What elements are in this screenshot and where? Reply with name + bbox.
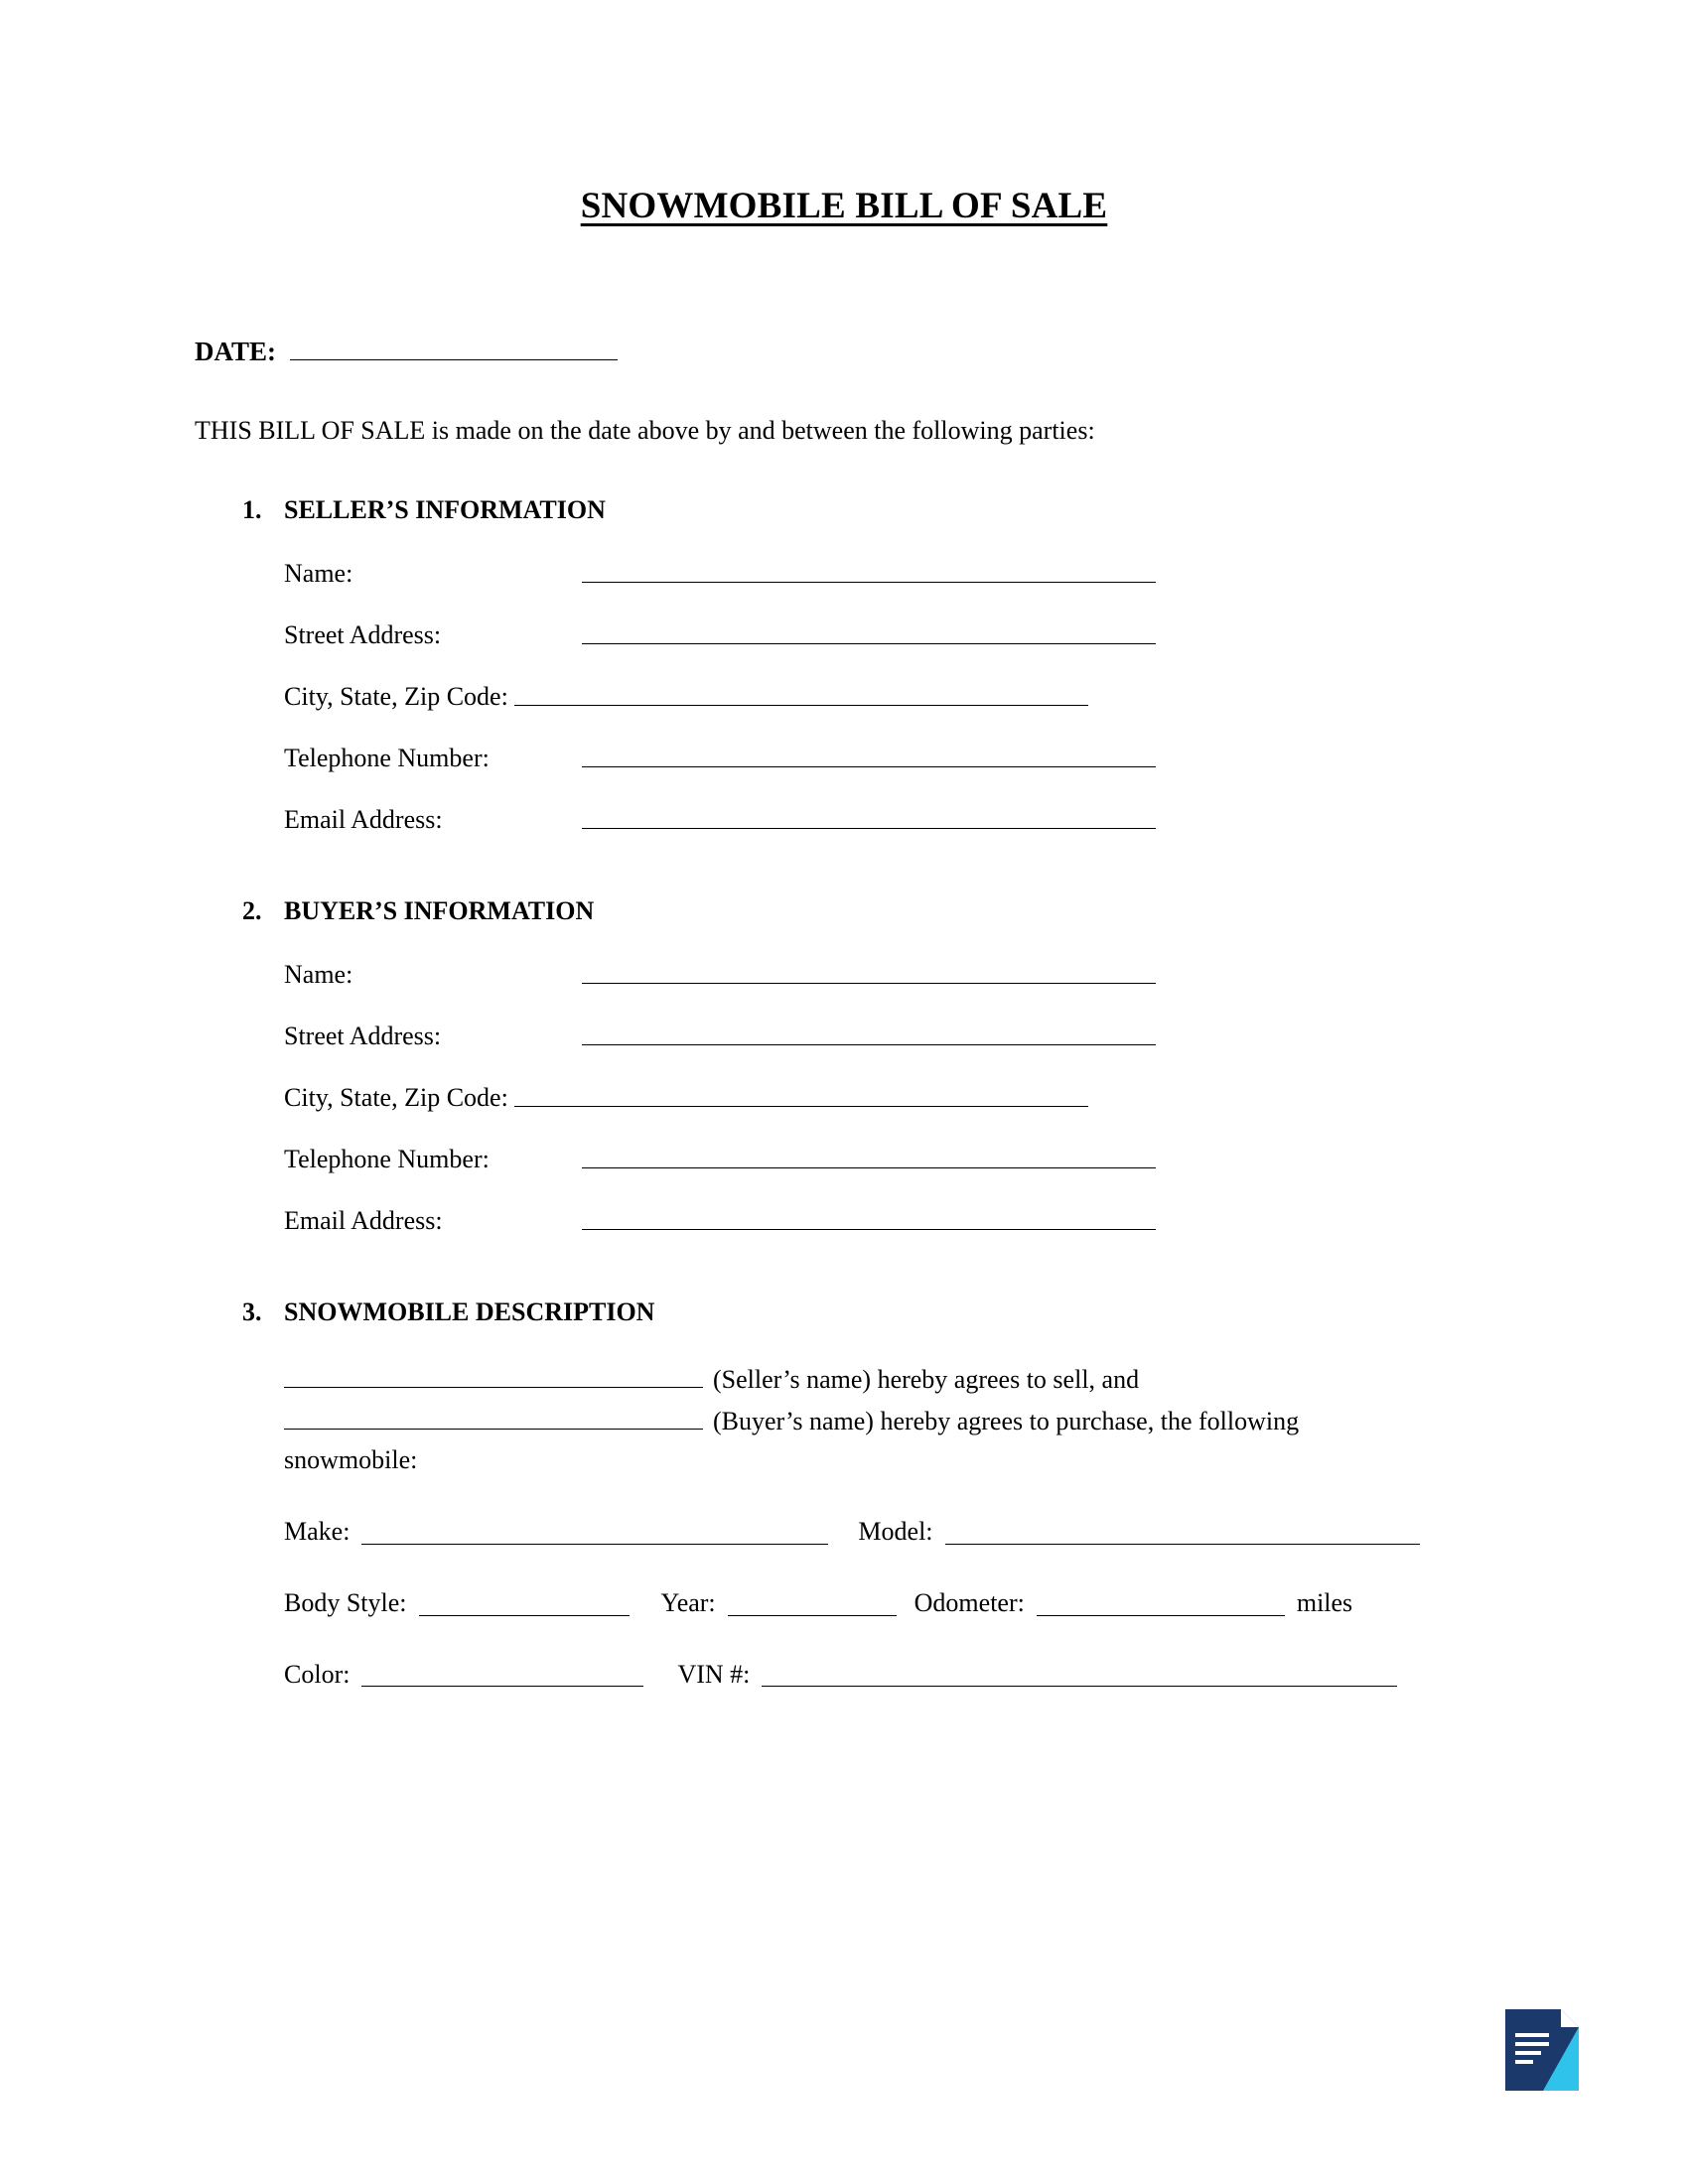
buyer-name-clause-row <box>284 1403 1529 1440</box>
field-input-line[interactable] <box>582 827 1156 829</box>
color-label: Color: <box>284 1659 351 1689</box>
field-label: City, State, Zip Code: <box>284 1083 508 1113</box>
color-input-line[interactable] <box>361 1685 643 1687</box>
field-input-line[interactable] <box>582 982 1156 984</box>
field-seller-email <box>284 805 1529 835</box>
make-label: Make: <box>284 1517 351 1547</box>
date-blank-line[interactable] <box>290 358 618 360</box>
section-number-1: 1. <box>242 495 262 525</box>
section-number-2: 2. <box>242 896 262 926</box>
section-buyer-information <box>195 896 1529 1236</box>
year-input-line[interactable] <box>728 1614 897 1616</box>
seller-fields <box>242 559 1529 835</box>
description-tail: snowmobile: <box>284 1445 418 1475</box>
body-style-label: Body Style: <box>284 1587 407 1617</box>
section-title-3: SNOWMOBILE DESCRIPTION <box>284 1297 655 1327</box>
odometer-label: Odometer: <box>914 1587 1025 1617</box>
section-heading-description <box>242 1297 1529 1327</box>
field-label: City, State, Zip Code: <box>284 682 508 712</box>
field-input-line[interactable] <box>582 1228 1156 1230</box>
document-body <box>195 337 1529 1693</box>
field-input-line[interactable] <box>582 1166 1156 1168</box>
odometer-unit: miles <box>1296 1587 1353 1617</box>
field-buyer-name <box>284 960 1529 990</box>
buyer-fields <box>242 960 1529 1236</box>
section-snowmobile-description <box>195 1297 1529 1693</box>
page-title: SNOWMOBILE BILL OF SALE <box>580 186 1108 226</box>
field-label: Telephone Number: <box>284 744 490 773</box>
section-title-2: BUYER’S INFORMATION <box>284 896 595 926</box>
field-input-line[interactable] <box>582 765 1156 767</box>
buyer-name-clause: (Buyer’s name) hereby agrees to purchase, the following <box>713 1406 1300 1435</box>
field-label: Email Address: <box>284 1206 443 1236</box>
field-seller-name <box>284 559 1529 589</box>
field-input-line[interactable] <box>582 642 1156 644</box>
odometer-input-line[interactable] <box>1037 1614 1285 1616</box>
field-label: Telephone Number: <box>284 1145 490 1174</box>
field-input-line[interactable] <box>582 581 1156 583</box>
spec-row-color-vin <box>284 1656 1529 1694</box>
spec-row-make-model <box>284 1513 1529 1551</box>
date-row <box>195 337 1529 367</box>
section-heading-buyer <box>242 896 1529 926</box>
field-label: Name: <box>284 960 353 990</box>
document-logo <box>1503 2007 1581 2093</box>
field-buyer-telephone <box>284 1145 1529 1174</box>
section-heading-seller <box>242 495 1529 525</box>
field-seller-street-address <box>284 620 1529 650</box>
field-buyer-city-state-zip <box>284 1083 1529 1113</box>
field-buyer-email <box>284 1206 1529 1236</box>
field-seller-city-state-zip <box>284 682 1529 712</box>
model-input-line[interactable] <box>945 1543 1420 1545</box>
field-input-line[interactable] <box>582 1043 1156 1045</box>
vin-label: VIN #: <box>677 1659 751 1689</box>
field-label: Street Address: <box>284 620 442 650</box>
field-seller-telephone <box>284 744 1529 773</box>
seller-name-clause-row <box>284 1361 1529 1399</box>
intro-paragraph: THIS BILL OF SALE is made on the date above by and between the following parties: <box>195 416 1095 445</box>
field-buyer-street-address <box>284 1022 1529 1051</box>
field-label: Street Address: <box>284 1022 442 1051</box>
vin-input-line[interactable] <box>762 1685 1397 1687</box>
seller-name-blank[interactable] <box>284 1386 703 1388</box>
section-seller-information <box>195 495 1529 835</box>
date-label: DATE: <box>195 337 277 366</box>
spec-row-body-year-odometer <box>284 1584 1529 1622</box>
year-label: Year: <box>660 1587 716 1617</box>
section-number-3: 3. <box>242 1297 262 1327</box>
section-title-1: SELLER’S INFORMATION <box>284 495 606 525</box>
field-input-line[interactable] <box>514 704 1088 706</box>
buyer-name-blank[interactable] <box>284 1428 703 1430</box>
field-label: Email Address: <box>284 805 443 835</box>
description-paragraph <box>242 1361 1529 1693</box>
model-label: Model: <box>858 1517 933 1547</box>
field-label: Name: <box>284 559 353 589</box>
field-input-line[interactable] <box>514 1105 1088 1107</box>
make-input-line[interactable] <box>361 1543 828 1545</box>
body-style-input-line[interactable] <box>419 1614 630 1616</box>
seller-name-clause: (Seller’s name) hereby agrees to sell, and <box>713 1365 1140 1395</box>
